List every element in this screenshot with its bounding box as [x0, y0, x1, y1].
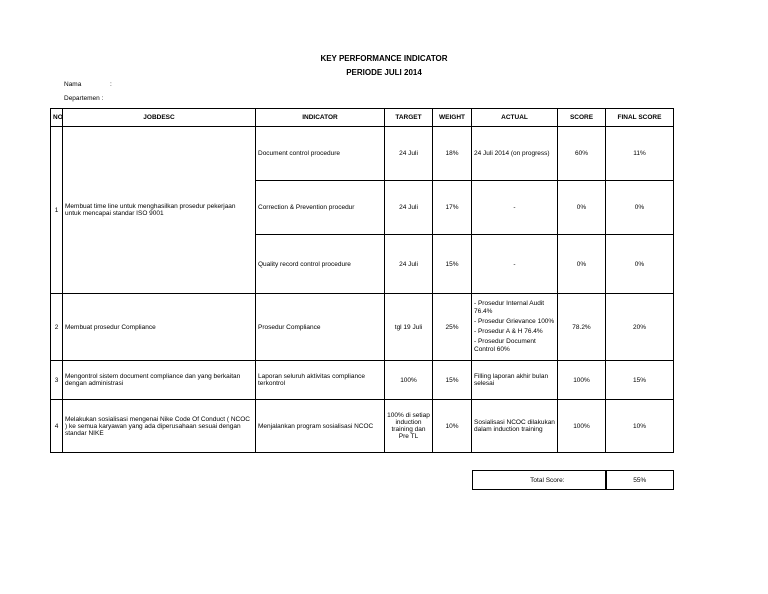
row-actual: Sosialisasi NCOC dilakukan dalam induction training — [472, 400, 558, 453]
col-header-target: TARGET — [385, 109, 433, 127]
col-header-actual: ACTUAL — [472, 109, 558, 127]
row-jobdesc: Melakukan sosialisasi mengenai Nike Code Of Conduct ( NCOC ) ke semua karyawan yang ada diperusahaan sesuai dengan standar NIKE — [63, 400, 256, 453]
row-target: 100% di setiap induction training dan Pre TL — [385, 400, 433, 453]
row-weight: 25% — [433, 294, 472, 361]
row-score: 100% — [558, 361, 606, 400]
nama-label: Nama — [64, 81, 82, 88]
row-target: 24 Juli — [385, 235, 433, 294]
row-jobdesc: Membuat time line untuk menghasilkan prosedur pekerjaan untuk mencapai standar ISO 9001 — [63, 127, 256, 294]
departemen-label: Departemen : — [64, 95, 104, 102]
row-actual — [472, 294, 558, 361]
row-final-score: 20% — [606, 294, 674, 361]
actual-item: - Prosedur Internal Audit 76.4% — [474, 299, 545, 315]
row-no: 1 — [51, 127, 63, 294]
row-no: 2 — [51, 294, 63, 361]
row-no: 4 — [51, 400, 63, 453]
row-final-score: 10% — [606, 400, 674, 453]
actual-item: - Prosedur Grievance 100% — [474, 317, 555, 325]
nama-field — [64, 81, 112, 88]
table-row — [51, 294, 674, 361]
row-actual: - — [472, 181, 558, 235]
row-indicator: Correction & Prevention procedur — [256, 181, 385, 235]
col-header-weight: WEIGHT — [433, 109, 472, 127]
row-weight: 18% — [433, 127, 472, 181]
row-score: 100% — [558, 400, 606, 453]
departemen-field — [64, 95, 103, 102]
row-weight: 15% — [433, 235, 472, 294]
col-header-indicator: INDICATOR — [256, 109, 385, 127]
row-no: 3 — [51, 361, 63, 400]
col-header-no: NO — [51, 109, 63, 127]
row-weight: 15% — [433, 361, 472, 400]
row-actual: Filling laporan akhir bulan selesai — [472, 361, 558, 400]
row-target: 100% — [385, 361, 433, 400]
row-score: 0% — [558, 235, 606, 294]
row-target: 24 Juli — [385, 127, 433, 181]
actual-item: - Prosedur Document Control 60% — [474, 338, 536, 354]
header-row — [51, 109, 674, 127]
row-final-score: 15% — [606, 361, 674, 400]
table-row — [51, 400, 674, 453]
row-score: 0% — [558, 181, 606, 235]
row-final-score: 11% — [606, 127, 674, 181]
row-target: 24 Juli — [385, 181, 433, 235]
row-indicator: Menjalankan program sosialisasi NCOC — [256, 400, 385, 453]
row-final-score: 0% — [606, 235, 674, 294]
row-jobdesc: Membuat prosedur Compliance — [63, 294, 256, 361]
col-header-score: SCORE — [558, 109, 606, 127]
row-actual: - — [472, 235, 558, 294]
row-target: tgl 19 Juli — [385, 294, 433, 361]
row-weight: 17% — [433, 181, 472, 235]
row-jobdesc: Mengontrol sistem document compliance dan yang berkaitan dengan administrasi — [63, 361, 256, 400]
row-indicator: Laporan seluruh aktivitas compliance terkontrol — [256, 361, 385, 400]
table-row — [51, 361, 674, 400]
table-row — [51, 127, 674, 181]
document-title: KEY PERFORMANCE INDICATOR — [320, 54, 448, 63]
document-period: PERIODE JULI 2014 — [346, 68, 422, 77]
col-header-jobdesc: JOBDESC — [63, 109, 256, 127]
actual-item: - Prosedur A & H 76.4% — [474, 328, 543, 335]
nama-colon: : — [110, 81, 112, 88]
row-indicator: Prosedur Compliance — [256, 294, 385, 361]
total-score-label: Total Score: — [473, 471, 606, 490]
total-score-box — [472, 470, 674, 490]
row-final-score: 0% — [606, 181, 674, 235]
total-score-value: 55% — [606, 471, 674, 490]
row-score: 60% — [558, 127, 606, 181]
row-score: 78.2% — [558, 294, 606, 361]
row-indicator: Document control procedure — [256, 127, 385, 181]
row-weight: 10% — [433, 400, 472, 453]
row-actual: 24 Juli 2014 (on progress) — [472, 127, 558, 181]
row-indicator: Quality record control procedure — [256, 235, 385, 294]
kpi-table — [50, 108, 674, 453]
col-header-final-score: FINAL SCORE — [606, 109, 674, 127]
